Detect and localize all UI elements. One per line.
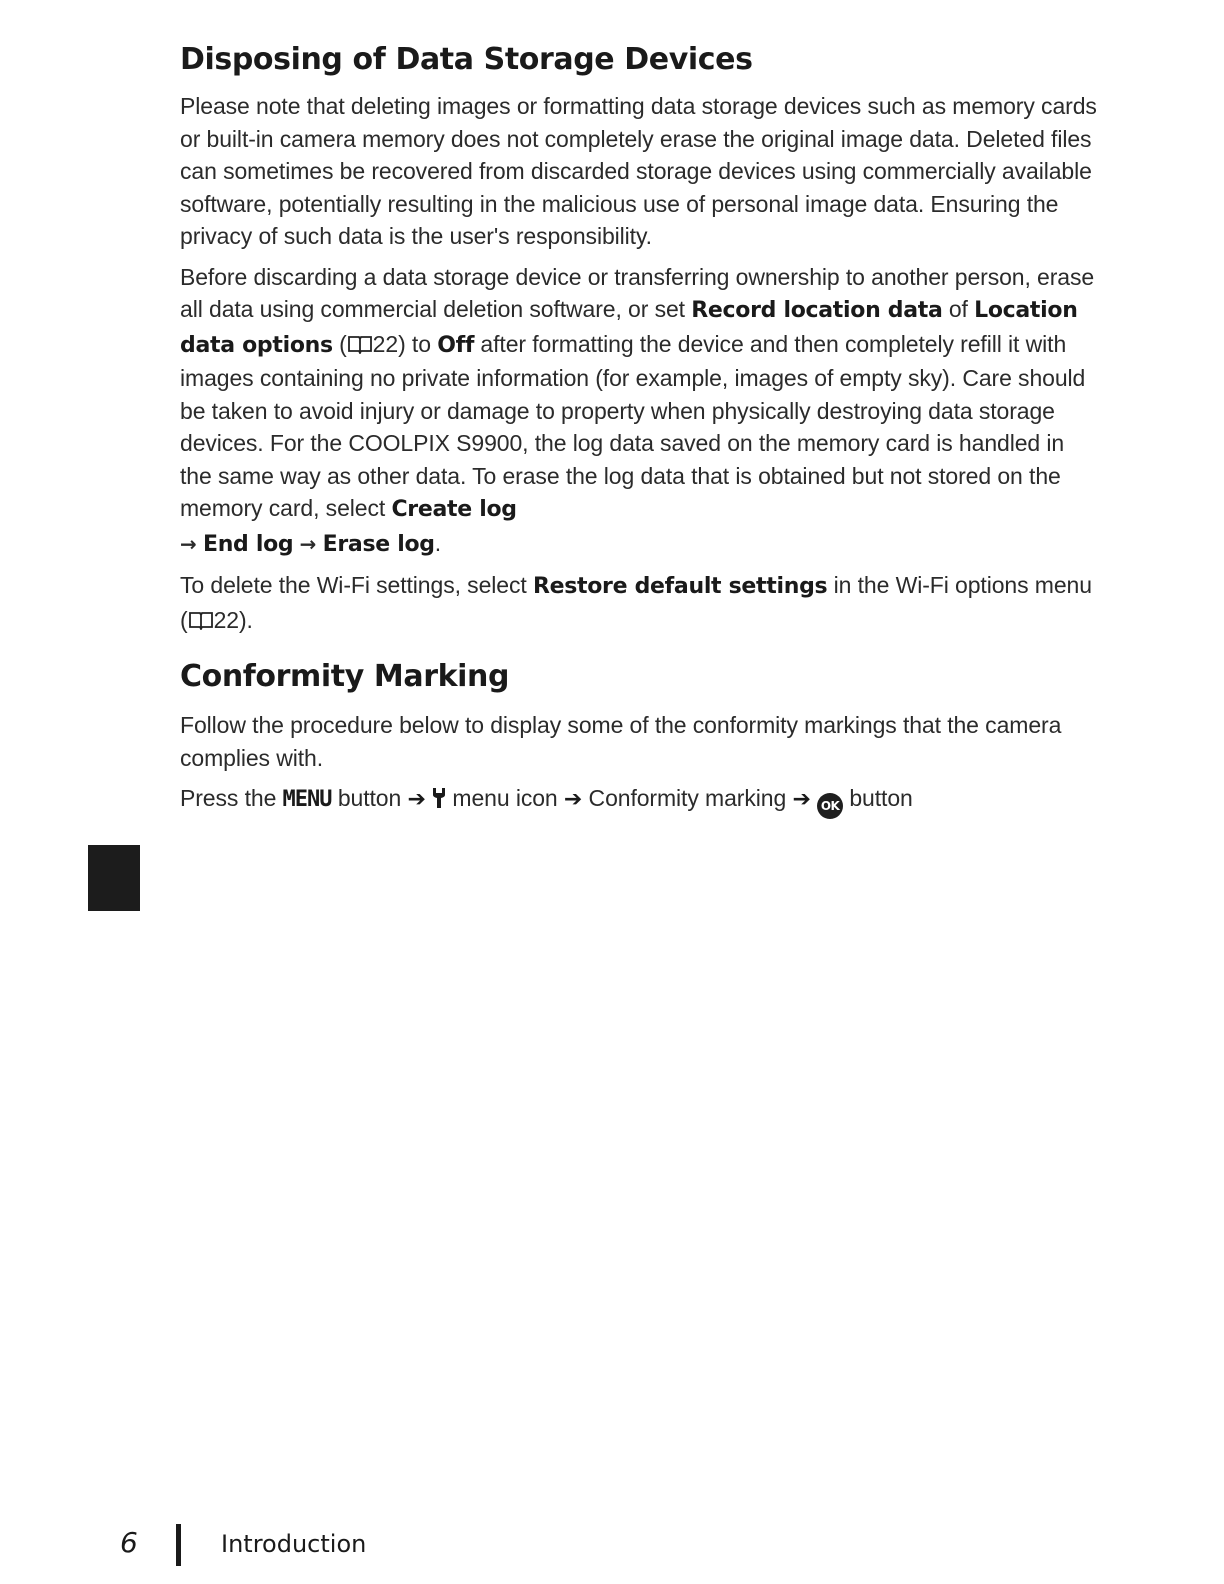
- page-reference[interactable]: 22: [372, 330, 399, 357]
- footer-section-name: Introduction: [221, 1530, 367, 1558]
- menu-button-label: MENU: [282, 787, 332, 812]
- paragraph-discarding: [180, 261, 1100, 562]
- text-fragment: (: [332, 330, 347, 357]
- paragraph-conformity-steps: [180, 782, 1100, 819]
- arrow-icon: ➔: [407, 787, 426, 812]
- text-fragment: Press the: [180, 785, 283, 811]
- text-fragment: .: [434, 529, 442, 556]
- section-title-disposing: Disposing of Data Storage Devices: [180, 42, 753, 77]
- paragraph-wifi: [180, 569, 1100, 637]
- term-record-location-data: Record location data: [691, 298, 943, 323]
- text-fragment: Before discarding a data storage device or transferring ownership to another person, erase all data using commercial deletion software, or set: [180, 263, 1095, 322]
- text-fragment: ) to: [398, 330, 438, 357]
- book-reference-icon: [188, 605, 214, 638]
- text-fragment: menu icon: [446, 785, 564, 811]
- term-erase-log: Erase log: [322, 531, 435, 557]
- arrow-icon: ➔: [563, 787, 583, 812]
- term-end-log: End log: [202, 531, 294, 557]
- term-location-data-options: Location data options: [180, 298, 1078, 358]
- text-fragment: in the Wi-Fi options menu (: [180, 572, 1092, 633]
- text-fragment: button: [843, 785, 913, 811]
- text-fragment: To delete the Wi-Fi settings, select: [180, 572, 533, 598]
- text-fragment: after formatting the device and then completely refill it with images containing no private information (for example, images of empty sky). Care should be taken to avoid injury or damage to property when physically destroying data storage devices. For the COOLPIX S9900, the log data saved on the memory card is handled in the same way as other data. To erase the log data that is obtained but not stored on the memory card, select: [180, 330, 1086, 521]
- page-number: 6: [120, 1526, 138, 1559]
- book-reference-icon: [347, 329, 373, 362]
- chapter-side-tab: [88, 845, 140, 911]
- text-fragment: of: [942, 296, 975, 322]
- ok-button-icon: OK: [817, 793, 843, 819]
- term-restore-default-settings: Restore default settings: [532, 574, 828, 599]
- text-fragment: Conformity marking: [582, 785, 793, 811]
- arrow-icon: ➔: [792, 787, 811, 812]
- page-reference[interactable]: 22: [213, 606, 239, 633]
- term-off: Off: [437, 332, 475, 358]
- arrow-icon: →: [180, 531, 197, 556]
- text-fragment: ).: [238, 606, 253, 633]
- page-content: [180, 42, 1100, 827]
- setup-wrench-icon: [432, 785, 446, 807]
- footer-divider: [176, 1524, 181, 1566]
- section-title-conformity: Conformity Marking: [180, 659, 510, 694]
- text-fragment: button: [331, 785, 408, 811]
- paragraph-deletion-note: Please note that deleting images or formatting data storage devices such as memory cards or built-in camera memory does not completely erase the original image data. Deleted files can sometimes be recovered from discarded storage devices using commercially available software, potentially resulting in the malicious use of personal image data. Ensuring the privacy of such data is the user's responsibility.: [180, 93, 1097, 249]
- arrow-icon: →: [299, 531, 317, 556]
- paragraph-conformity-intro: Follow the procedure below to display some of the conformity markings that the camera complies with.: [180, 712, 1062, 771]
- term-create-log: Create log: [391, 497, 517, 522]
